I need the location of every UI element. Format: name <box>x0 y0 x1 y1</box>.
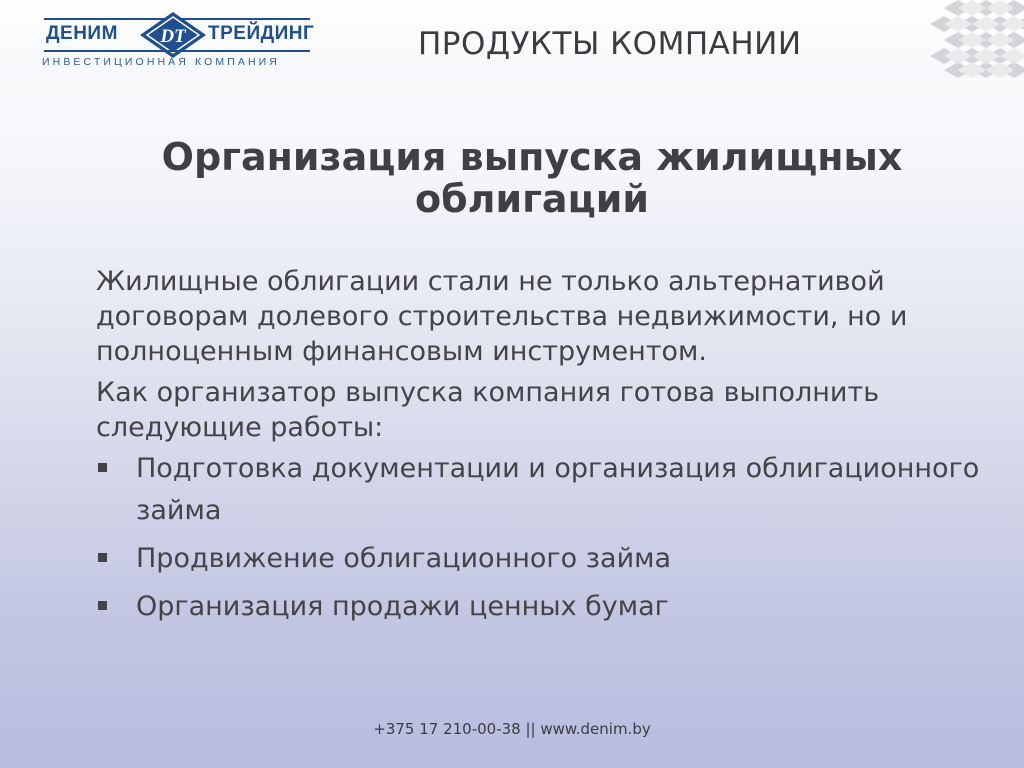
paragraph-services-lead: Как организатор выпуска компания готова выполнить следующие работы: <box>96 377 880 443</box>
list-item <box>96 586 986 628</box>
list-item <box>96 538 986 580</box>
services-list <box>96 448 986 634</box>
list-item-text: Подготовка документации и организация облигационного займа <box>136 453 980 526</box>
square-bullet-icon <box>98 601 107 610</box>
decorative-diamonds <box>924 0 1024 78</box>
section-title: ПРОДУКТЫ КОМПАНИИ <box>418 26 802 62</box>
logo-right-word: ТРЕЙДИНГ <box>208 23 315 44</box>
slide-body <box>96 264 986 451</box>
square-bullet-icon <box>98 463 107 472</box>
square-bullet-icon <box>98 553 107 562</box>
logo-mark-text: DT <box>160 26 186 47</box>
list-item <box>96 448 986 532</box>
logo-subtitle: ИНВЕСТИЦИОННАЯ КОМПАНИЯ <box>42 56 280 68</box>
logo-left-word: ДЕНИМ <box>46 23 118 44</box>
list-item-text: Продвижение облигационного займа <box>136 543 672 574</box>
footer-contact: +375 17 210-00-38 || www.denim.by <box>373 720 651 738</box>
logo-rule-bottom <box>44 50 310 52</box>
slide-title: Организация выпуска жилищных облигаций <box>161 135 903 221</box>
company-logo <box>40 10 315 74</box>
logo-diamond-mark <box>138 10 208 60</box>
paragraph-intro: Жилищные облигации стали не только альтернативой договорам долевого строительства недвижимости, но и полноценным финансовым инструментом. <box>96 266 908 367</box>
list-item-text: Организация продажи ценных бумаг <box>136 591 669 622</box>
